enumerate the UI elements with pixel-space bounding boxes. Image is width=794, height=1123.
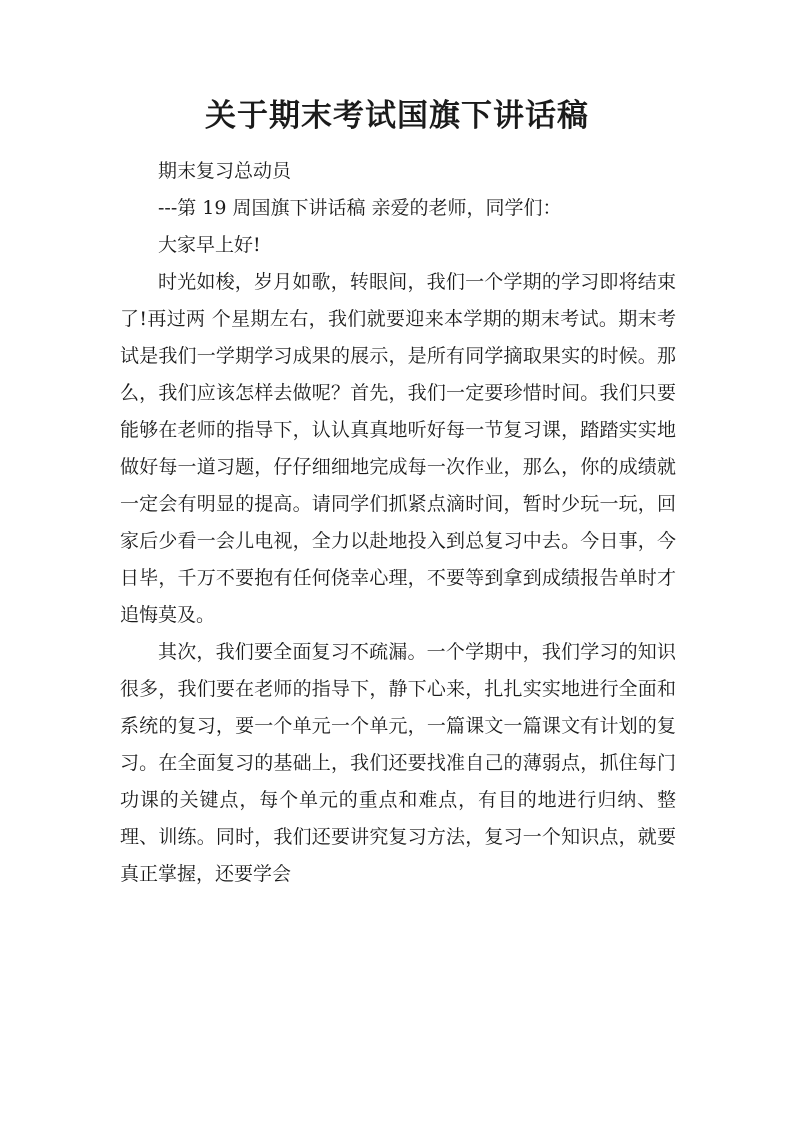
paragraph-good-morning: 大家早上好! [158, 234, 261, 256]
paragraph-greeting-line: ---第 19 周国旗下讲话稿 亲爱的老师，同学们： [158, 197, 562, 219]
document-body [120, 153, 676, 893]
paragraph-body-1: 时光如梭，岁月如歌，转眼间，我们一个学期的学习即将结束了!再过两 个星期左右，我们就要迎来本学期的期末考试。期末考试是我们一学期学习成果的展示，是所有同学摘取果实的时候。那么，我们应该怎样去做呢？首先，我们一定要珍惜时间。我们只要能够在老师的指导下，认认真真地听好每一节复习课，踏踏实实地做好每一道习题，仔仔细细地完成每一次作业，那么，你的成绩就一定会有明显的提高。请同学们抓紧点滴时间，暂时少玩一玩，回家后少看一会儿电视，全力以赴地投入到总复习中去。今日事，今日毕，千万不要抱有任何侥幸心理，不要等到拿到成绩报告单时才追悔莫及。 [120, 271, 676, 626]
paragraph-body-2: 其次，我们要全面复习不疏漏。一个学期中，我们学习的知识很多，我们要在老师的指导下，静下心来，扎扎实实地进行全面和系统的复习，要一个单元一个单元，一篇课文一篇课文有计划的复习。在全面复习的基础上，我们还要找准自己的薄弱点，抓住每门功课的关键点，每个单元的重点和难点，有目的地进行归纳、整理、训练。同时，我们还要讲究复习方法，复习一个知识点，就要真正掌握，还要学会 [120, 641, 676, 885]
paragraph-subtitle: 期末复习总动员 [158, 160, 292, 182]
document-title: 关于期末考试国旗下讲话稿 [205, 98, 589, 134]
